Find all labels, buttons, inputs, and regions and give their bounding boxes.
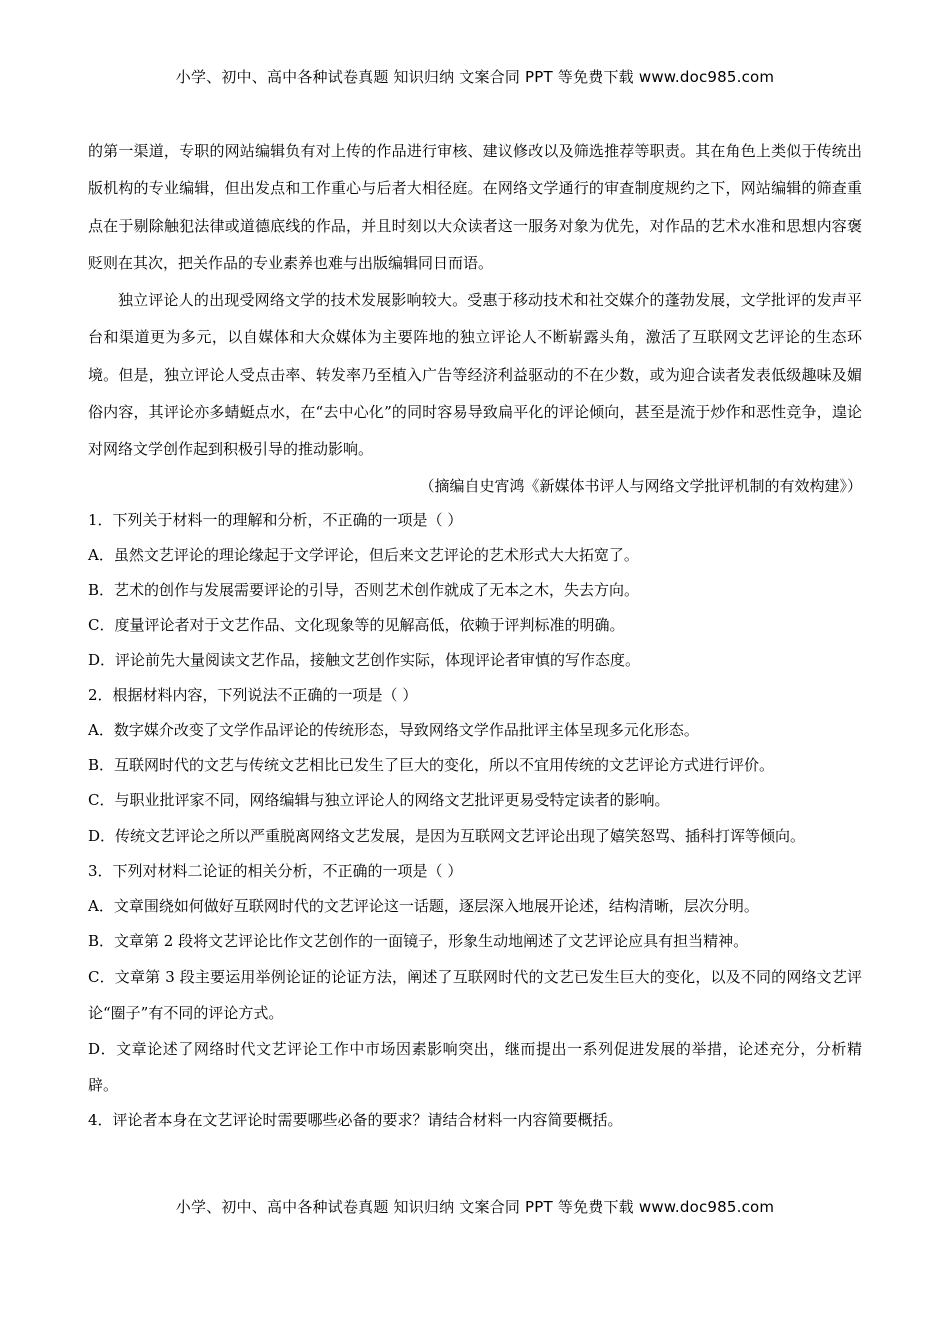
question-3-option-c: C．文章第 3 段主要运用举例论证的论证方法，阐述了互联网时代的文艺已发生巨大的变化，以及不同的网络文艺评论“圈子”有不同的评论方式。: [88, 967, 862, 1022]
passage-source: （摘编自史宵鸿《新媒体书评人与网络文学批评机制的有效构建》）: [419, 476, 862, 495]
question-2-option-b: B．互联网时代的文艺与传统文艺相比已发生了巨大的变化，所以不宜用传统的文艺评论方式进行评价。: [88, 755, 775, 774]
question-1-option-c: C．度量评论者对于文艺作品、文化现象等的见解高低，依赖于评判标准的明确。: [88, 615, 625, 634]
page-header: 小学、初中、高中各种试卷真题 知识归纳 文案合同 PPT 等免费下载 www.doc985.com: [175, 68, 775, 86]
question-1-option-d: D．评论前先大量阅读文艺作品，接触文艺创作实际，体现评论者审慎的写作态度。: [88, 650, 641, 669]
question-2-option-d: D．传统文艺评论之所以严重脱离网络文艺发展，是因为互联网文艺评论出现了嬉笑怒骂、插科打诨等倾向。: [88, 826, 806, 845]
question-1-option-b: B．艺术的创作与发展需要评论的引导，否则艺术创作就成了无本之木，失去方向。: [88, 580, 640, 599]
question-3-option-b: B．文章第 2 段将文艺评论比作文艺创作的一面镜子，形象生动地阐述了文艺评论应具有担当精神。: [88, 931, 749, 950]
question-3-option-a: A．文章围绕如何做好互联网时代的文艺评论这一话题，逐层深入地展开论述，结构清晰，层次分明。: [88, 896, 759, 915]
passage-paragraph-2: 独立评论人的出现受网络文学的技术发展影响较大。受惠于移动技术和社交媒介的蓬勃发展，文学批评的发声平台和渠道更为多元，以自媒体和大众媒体为主要阵地的独立评论人不断崭露头角，激活了互联网文艺评论的生态环境。但是，独立评论人受点击率、转发率乃至植入广告等经济利益驱动的不在少数，或为迎合读者发表低级趣味及媚俗内容，其评论亦多蜻蜓点水，在“去中心化”的同时容易导致扁平化的评论倾向，甚至是流于炒作和恶性竞争，遑论对网络文学创作起到积极引导的推动影响。: [88, 291, 862, 459]
question-3-stem: 3．下列对材料二论证的相关分析，不正确的一项是（ ）: [88, 861, 463, 880]
question-4-stem: 4．评论者本身在文艺评论时需要哪些必备的要求？请结合材料一内容简要概括。: [88, 1110, 623, 1129]
document-body: [88, 133, 862, 1138]
page-footer: 小学、初中、高中各种试卷真题 知识归纳 文案合同 PPT 等免费下载 www.doc985.com: [175, 1198, 775, 1216]
question-2-option-a: A．数字媒介改变了文学作品评论的传统形态，导致网络文学作品批评主体呈现多元化形态。: [88, 720, 699, 739]
question-1-option-a: A．虽然文艺评论的理论缘起于文学评论，但后来文艺评论的艺术形式大大拓宽了。: [88, 545, 639, 564]
question-2-option-c: C．与职业批评家不同，网络编辑与独立评论人的网络文艺批评更易受特定读者的影响。: [88, 790, 670, 809]
question-2-stem: 2．根据材料内容，下列说法不正确的一项是（ ）: [88, 685, 418, 704]
question-1-stem: 1．下列关于材料一的理解和分析，不正确的一项是（ ）: [88, 510, 463, 529]
passage-paragraph-1: 的第一渠道，专职的网站编辑负有对上传的作品进行审核、建议修改以及筛选推荐等职责。其在角色上类似于传统出版机构的专业编辑，但出发点和工作重心与后者大相径庭。在网络文学通行的审查制度规约之下，网站编辑的筛查重点在于剔除触犯法律或道德底线的作品，并且时刻以大众读者这一服务对象为优先，对作品的艺术水准和思想内容褒贬则在其次，把关作品的专业素养也难与出版编辑同日而语。: [88, 142, 862, 272]
question-3-option-d: D．文章论述了网络时代文艺评论工作中市场因素影响突出，继而提出一系列促进发展的举措，论述充分，分析精辟。: [88, 1039, 862, 1094]
